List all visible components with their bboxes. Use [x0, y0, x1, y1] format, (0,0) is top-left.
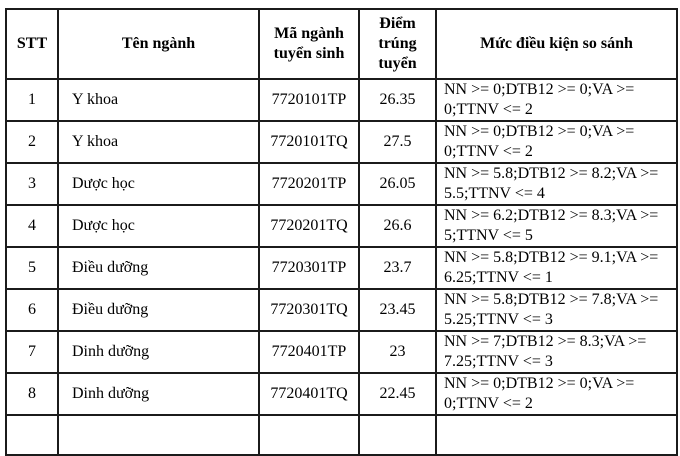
cell-diem: 23.7 — [359, 247, 436, 289]
cell-stt: 1 — [6, 79, 58, 121]
col-header-stt: STT — [6, 9, 58, 79]
header-row — [6, 9, 677, 79]
cell-dieu-kien: NN >= 6.2;DTB12 >= 8.3;VA >= 5;TTNV <= 5 — [436, 205, 677, 247]
cell-diem: 26.6 — [359, 205, 436, 247]
table-row — [6, 163, 677, 205]
cell-ma-nganh: 7720301TQ — [259, 289, 359, 331]
cell-diem: 26.05 — [359, 163, 436, 205]
partial-row — [6, 415, 677, 455]
cell-stt — [6, 415, 58, 455]
cell-dieu-kien: NN >= 5.8;DTB12 >= 7.8;VA >= 5.25;TTNV <= 3 — [436, 289, 677, 331]
cell-ten-nganh: Dược học — [58, 205, 259, 247]
cell-stt: 6 — [6, 289, 58, 331]
cell-diem: 23 — [359, 331, 436, 373]
col-header-dieu-kien: Mức điều kiện so sánh — [436, 9, 677, 79]
cell-stt: 5 — [6, 247, 58, 289]
cell-dieu-kien — [436, 415, 677, 455]
col-header-diem: Điểm trúng tuyển — [359, 9, 436, 79]
cell-diem: 22.45 — [359, 373, 436, 415]
cell-ma-nganh: 7720201TQ — [259, 205, 359, 247]
cell-ten-nganh: Điều dưỡng — [58, 289, 259, 331]
table-row — [6, 121, 677, 163]
admissions-table — [5, 8, 678, 456]
cell-dieu-kien: NN >= 5.8;DTB12 >= 8.2;VA >= 5.5;TTNV <= 4 — [436, 163, 677, 205]
table-row — [6, 205, 677, 247]
cell-ten-nganh: Dinh dưỡng — [58, 373, 259, 415]
admissions-table-wrap — [5, 8, 678, 456]
cell-ten-nganh: Y khoa — [58, 79, 259, 121]
table-body — [6, 79, 677, 455]
cell-stt: 2 — [6, 121, 58, 163]
col-header-ten-nganh: Tên ngành — [58, 9, 259, 79]
cell-ten-nganh: Y khoa — [58, 121, 259, 163]
cell-ten-nganh: Điều dưỡng — [58, 247, 259, 289]
cell-diem: 26.35 — [359, 79, 436, 121]
cell-ma-nganh: 7720101TP — [259, 79, 359, 121]
cell-ten-nganh: Dược học — [58, 163, 259, 205]
cell-ma-nganh: 7720101TQ — [259, 121, 359, 163]
cell-dieu-kien: NN >= 0;DTB12 >= 0;VA >= 0;TTNV <= 2 — [436, 79, 677, 121]
cell-ma-nganh — [259, 415, 359, 455]
table-row — [6, 247, 677, 289]
cell-stt: 8 — [6, 373, 58, 415]
col-header-ma-nganh: Mã ngành tuyển sinh — [259, 9, 359, 79]
cell-dieu-kien: NN >= 7;DTB12 >= 8.3;VA >= 7.25;TTNV <= 3 — [436, 331, 677, 373]
cell-diem: 23.45 — [359, 289, 436, 331]
table-row — [6, 289, 677, 331]
cell-diem — [359, 415, 436, 455]
cell-dieu-kien: NN >= 5.8;DTB12 >= 9.1;VA >= 6.25;TTNV <= 1 — [436, 247, 677, 289]
cell-ma-nganh: 7720401TQ — [259, 373, 359, 415]
cell-ten-nganh — [58, 415, 259, 455]
table-row — [6, 331, 677, 373]
table-row — [6, 373, 677, 415]
cell-stt: 3 — [6, 163, 58, 205]
cell-stt: 4 — [6, 205, 58, 247]
cell-ma-nganh: 7720401TP — [259, 331, 359, 373]
cell-diem: 27.5 — [359, 121, 436, 163]
cell-dieu-kien: NN >= 0;DTB12 >= 0;VA >= 0;TTNV <= 2 — [436, 121, 677, 163]
table-row — [6, 79, 677, 121]
cell-ma-nganh: 7720201TP — [259, 163, 359, 205]
cell-stt: 7 — [6, 331, 58, 373]
cell-ma-nganh: 7720301TP — [259, 247, 359, 289]
cell-ten-nganh: Dinh dưỡng — [58, 331, 259, 373]
cell-dieu-kien: NN >= 0;DTB12 >= 0;VA >= 0;TTNV <= 2 — [436, 373, 677, 415]
